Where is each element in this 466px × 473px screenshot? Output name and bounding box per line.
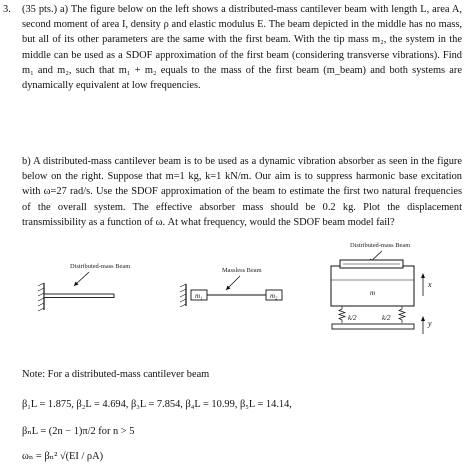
y-axis-label: y: [428, 319, 432, 328]
beta-values: β₁L = 1.875, β₂L = 4.694, β₃L = 7.854, β₄L = 10.99, β₅L = 14.14,: [22, 399, 292, 410]
omega-formula: ωₙ = βₙ² √(EI / ρA): [22, 451, 104, 462]
base-plate: [332, 324, 414, 329]
question-number: 3.: [3, 4, 11, 15]
beta-formula: βₙL = (2n − 1)π/2 for n > 5: [22, 426, 135, 437]
main-mass-label: m: [370, 289, 376, 297]
left-beam: [44, 294, 114, 298]
x-axis-label: x: [428, 280, 432, 289]
part-a-text: (35 pts.) a) The figure below on the left shows a distributed-mass cantilever beam with length L, area A, second moment of area I, density ρ and elastic modulus E. The beam depicted in the middle has no mass, but all of its other parameters are the same with the first beam. With the tip mass m₂, the system in the middle can be used as a SDOF approximation of the first beam (considering transverse vibrations). Find m₁ and m₂, such that m₁ + m₂ equals to the mass of the first beam (m_beam) and both systems are dynamically equivalent at low frequencies.: [22, 4, 462, 92]
spring-right-label: k/2: [382, 314, 391, 322]
main-mass-body: [331, 266, 414, 306]
left-figure-label: Distributed-mass Beam: [70, 263, 131, 270]
note-title: Note: For a distributed-mass cantilever beam: [22, 369, 210, 380]
m2-label: m₂: [270, 292, 278, 300]
right-figure: [331, 242, 432, 334]
m1-label: m₁: [195, 292, 203, 300]
spring-right: [399, 306, 405, 323]
middle-figure-label: Massless Beam: [222, 267, 262, 274]
left-figure: [38, 263, 130, 311]
spring-left-label: k/2: [348, 314, 357, 322]
spring-left: [339, 306, 345, 323]
right-figure-label: Distributed-mass Beam: [350, 242, 411, 249]
part-b-text: b) A distributed-mass cantilever beam is to be used as a dynamic vibration absorber as seen in the figure below on the right. Suppose that m=1 kg, k=1 kN/m. Our aim is to suppress harmonic base excitation with ω=27 rad/s. Use the SDOF approximation of the beam to estimate the first two natural frequencies of the overall system. The effective absorber mass should be 0.2 kg. Plot the displacement transmissibility as a function of ω. At what frequency, would the SDOF beam model fail?: [22, 156, 462, 228]
middle-figure: [180, 267, 282, 307]
